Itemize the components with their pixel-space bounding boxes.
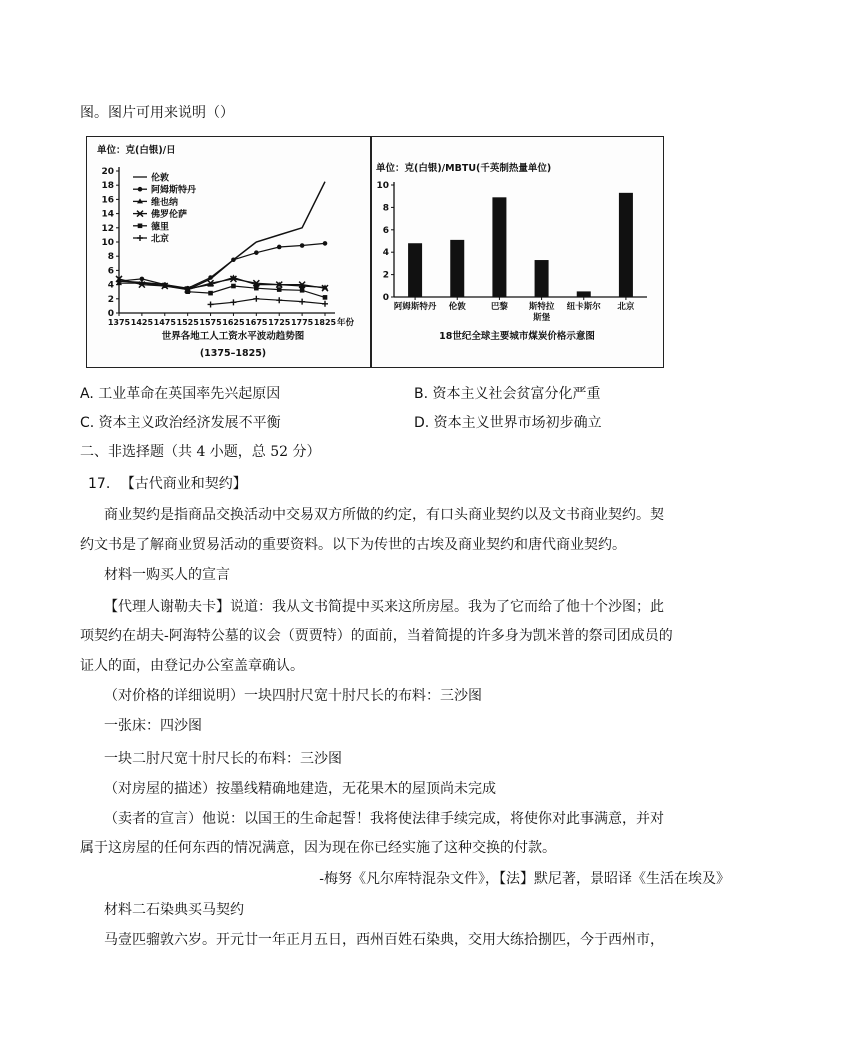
q17-intro-line2: 约文书是了解商业贸易活动的重要资料。以下为传世的古埃及商业契约和唐代商业契约。 [80,537,626,553]
wage-point [277,287,282,292]
wage-y-tick-label: 20 [101,167,114,177]
wage-x-tick-label: 1525 [176,318,199,327]
wage-point [254,250,259,255]
coal-y-tick-label: 2 [382,270,389,281]
coal-bar [492,197,506,297]
wage-point [323,295,328,300]
q17-intro-line1: 商业契约是指商品交换活动中交易双方所做的约定，有口头商业契约以及文书商业契约。契 [104,507,664,523]
wage-x-tick-label: 1425 [130,318,154,327]
wage-point [300,288,305,293]
coal-bar-chart [372,137,662,367]
coal-category-label: 巴黎 [490,302,508,312]
coal-bar [450,240,464,297]
wage-x-tick-label: 1725 [268,318,291,327]
coal-y-tick-label: 6 [382,225,389,236]
material1-cloth: 一块二肘尺宽十肘尺长的布料：三沙图 [104,751,342,767]
coal-category-label: 北京 [617,302,635,312]
wage-point [185,289,190,294]
material1-seller-line1: （卖者的宣言）他说：以国王的生命起誓！我将使法律手续完成，将使你对此事满意，并对 [104,811,664,827]
wage-line-chart [87,137,370,367]
wage-y-tick-label: 12 [101,223,114,234]
wage-point [231,257,236,262]
wage-chart-title: 世界各地工人工资水平波动趋势图 [161,331,305,342]
wage-x-tick-label: 1475 [153,318,176,327]
option-c[interactable]: C. 资本主义政治经济发展不平衡 [80,415,281,431]
wage-point [138,224,143,229]
wage-point [208,301,214,307]
material1-bed: 一张床：四沙图 [104,718,202,734]
q17-topic: 【古代商业和契约】 [120,476,247,492]
material1-para1-line3: 证人的面，由登记办公室盖章确认。 [80,658,304,674]
option-b[interactable]: B. 资本主义社会贫富分化严重 [414,386,601,402]
wage-series-line [119,182,325,290]
wage-x-tick-label: 1575 [199,318,222,327]
wage-point [322,301,328,307]
coal-chart-title: 18世纪全球主要城市煤炭价格示意图 [439,331,595,342]
wage-x-tick-label: 1375 [107,318,131,327]
wage-point [300,243,305,248]
coal-category-label: 纽卡斯尔 [566,302,601,312]
coal-category-label: 阿姆斯特丹 [393,302,437,312]
wage-point [208,291,213,296]
wage-series-line [211,299,325,305]
wage-unit-label: 单位：克(白银)/日 [97,145,176,156]
wage-y-tick-label: 14 [101,209,114,220]
material1-source: -梅努《凡尔库特混杂文件》，【法】默尼著，景昭译《生活在埃及》 [319,871,730,887]
wage-legend-label: 北京 [151,234,170,245]
material1-para1-line1: 【代理人谢勒夫卡】说道：我从文书简提中买来这所房屋。我为了它而给了他十个沙图；此 [104,599,664,615]
coal-bar [535,260,549,297]
material1-house-desc: （对房屋的描述）按墨线精确地建造，无花果木的屋顶尚未完成 [104,781,496,797]
wage-point [208,275,213,280]
wage-legend-label: 伦敦 [151,173,170,184]
wage-legend-label: 佛罗伦萨 [151,210,188,221]
wage-point [276,297,282,303]
wage-y-tick-label: 2 [107,294,114,305]
wage-point [254,286,259,291]
question-intro: 图。图片可用来说明（） [80,105,234,121]
material1-para1-line2: 项契约在胡夫-阿海特公墓的议会（贾贾特）的面前，当着简提的许多身为凯米普的祭司团成员的 [80,628,673,644]
wage-y-tick-label: 18 [101,181,114,192]
wage-y-tick-label: 6 [107,266,114,277]
wage-chart-subtitle: (1375–1825) [199,348,267,359]
coal-category-label: 伦敦 [448,302,466,312]
coal-y-tick-label: 10 [376,181,389,191]
material1-title: 材料一购买人的宣言 [104,567,230,583]
wage-x-tick-label: 1675 [245,318,268,327]
wage-legend-label: 阿姆斯特丹 [151,185,197,196]
coal-bar [619,193,633,297]
coal-unit-label: 单位：克(白银)/MBTU(千英制热量单位) [376,163,552,174]
coal-y-tick-label: 8 [382,203,389,214]
coal-category-label: 斯特拉 [528,302,555,312]
q17-header [88,474,247,494]
figure-panel [86,136,664,368]
wage-x-tick-label: 1775 [290,318,314,327]
section-heading: 二、非选择题（共 4 小题，总 52 分） [80,444,321,460]
wage-y-tick-label: 16 [101,195,114,206]
material1-price-detail: （对价格的详细说明）一块四肘尺宽十肘尺长的布料：三沙图 [104,688,482,704]
wage-point [137,235,143,241]
wage-x-axis-suffix: 年份 [337,318,355,328]
wage-legend-label: 德里 [151,222,170,233]
material2-para1: 马壹匹骝敦六岁。开元廿一年正月五日，西州百姓石染典，交用大练拾捌匹，今于西州市， [104,932,664,948]
wage-point [231,284,236,289]
wage-point [230,299,236,305]
wage-y-tick-label: 4 [107,280,114,291]
wage-legend-label: 维也纳 [151,197,179,208]
wage-y-tick-label: 0 [107,309,114,319]
wage-point [138,187,143,192]
coal-y-tick-label: 4 [382,248,389,259]
wage-point [299,299,305,305]
coal-bar [577,291,591,297]
coal-y-tick-label: 0 [382,293,389,303]
wage-point [277,245,282,250]
option-a[interactable]: A. 工业革命在英国率先兴起原因 [80,386,281,402]
option-d[interactable]: D. 资本主义世界市场初步确立 [414,415,602,431]
material2-title: 材料二石染典买马契约 [104,902,244,918]
wage-y-tick-label: 8 [107,252,114,263]
wage-x-tick-label: 1625 [222,318,245,327]
wage-point [253,296,259,302]
q17-number: 17. [88,476,111,492]
material1-seller-line2: 属于这房屋的任何东西的情况满意，因为现在你已经实施了这种交换的付款。 [80,840,556,856]
wage-y-tick-label: 10 [101,238,114,248]
coal-category-label-cont: 斯堡 [533,313,551,323]
coal-bar [408,243,422,297]
wage-point [323,241,328,246]
wage-x-tick-label: 1825 [313,318,337,327]
